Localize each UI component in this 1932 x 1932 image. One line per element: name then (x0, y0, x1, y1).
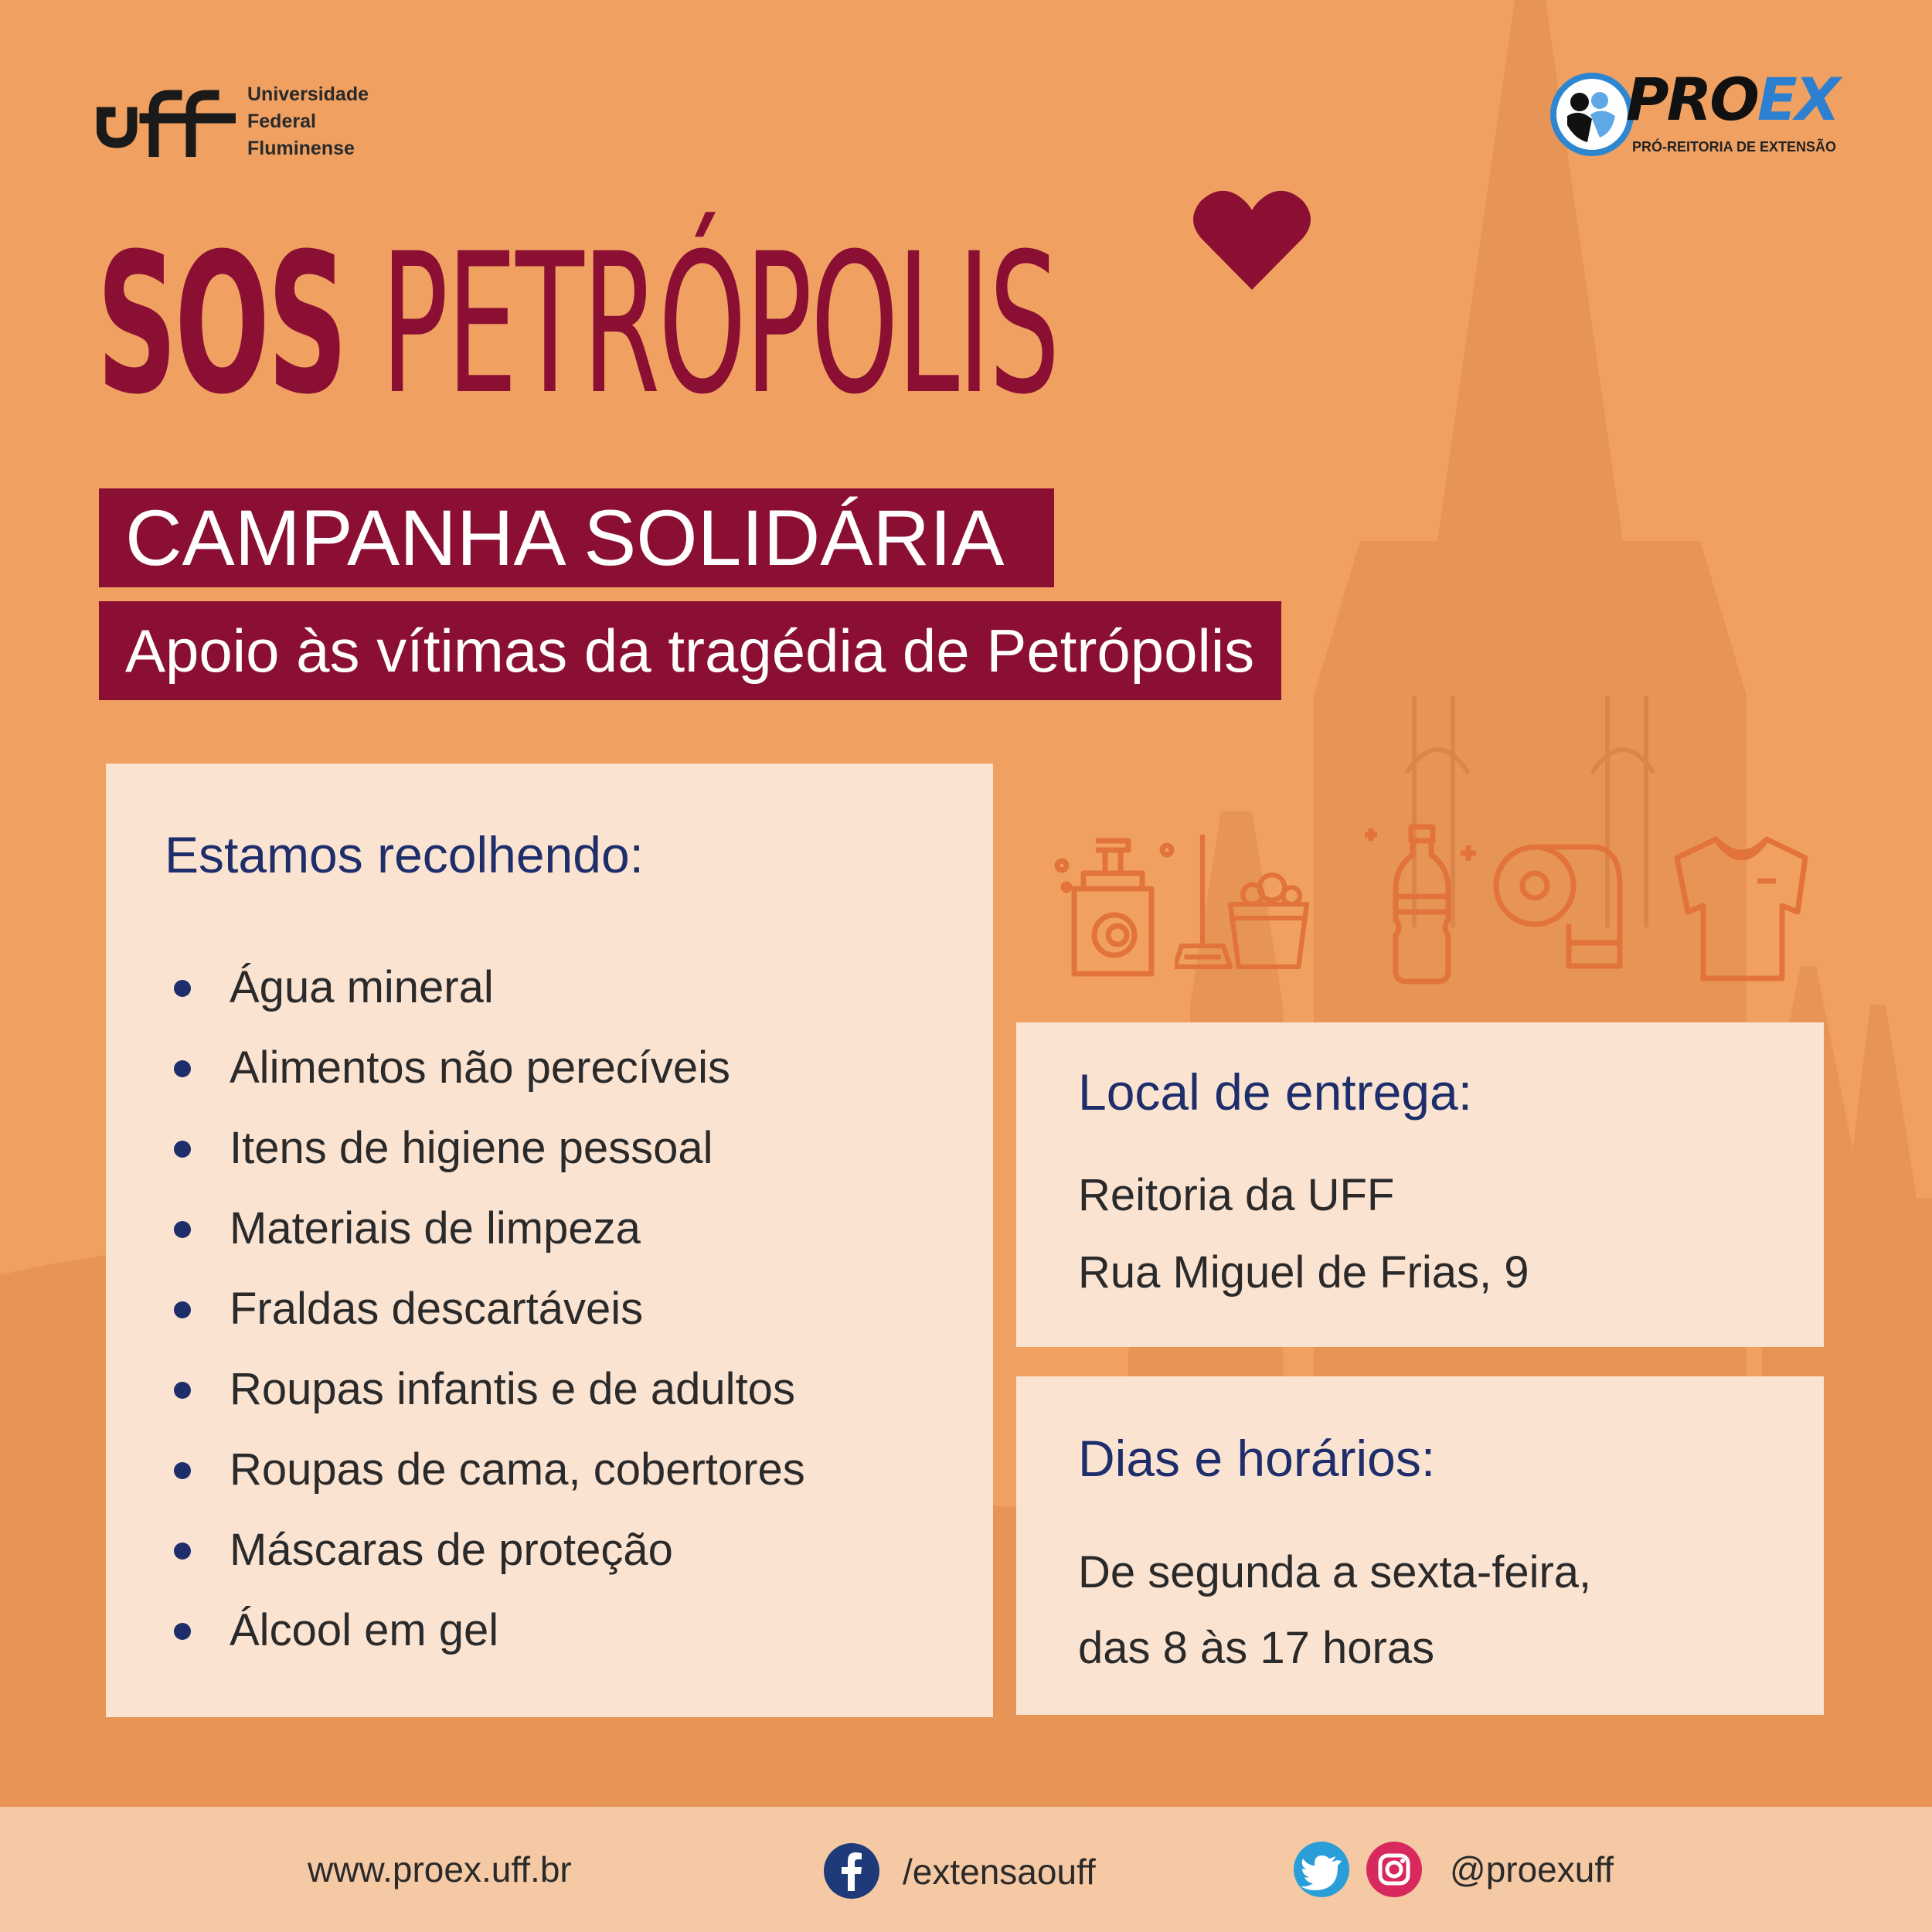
bullet-icon (174, 980, 191, 997)
delivery-address: Rua Miguel de Frias, 9 (1078, 1247, 1529, 1298)
uff-mark-icon (97, 87, 236, 157)
list-item-label: Materiais de limpeza (230, 1203, 641, 1253)
list-item-label: Máscaras de proteção (230, 1525, 673, 1575)
instagram-icon[interactable] (1366, 1842, 1422, 1897)
shirt-icon (1669, 819, 1808, 989)
social-handle[interactable]: @proexuff (1450, 1849, 1614, 1889)
proex-word-pro: PRO (1626, 65, 1757, 134)
facebook-handle[interactable]: /extensaouff (903, 1852, 1096, 1892)
bullet-icon (174, 1301, 191, 1318)
list-item-label: Roupas infantis e de adultos (230, 1364, 795, 1414)
schedule-heading: Dias e horários: (1078, 1430, 1436, 1487)
cleaning-bucket-icon (1175, 819, 1314, 989)
subtitle-banner: Apoio às vítimas da tragédia de Petrópolis (99, 601, 1281, 700)
bullet-icon (174, 1060, 191, 1077)
uff-logo (97, 81, 406, 166)
list-item-label: Itens de higiene pessoal (230, 1123, 713, 1173)
bullet-icon (174, 1462, 191, 1479)
list-item-label: Roupas de cama, cobertores (230, 1444, 805, 1495)
list-item (168, 1269, 805, 1349)
uff-name-line: Universidade (247, 83, 369, 105)
campaign-banner: CAMPANHA SOLIDÁRIA (99, 488, 1054, 587)
list-item-label: Fraldas descartáveis (230, 1284, 644, 1334)
proex-logo (1546, 65, 1847, 168)
page-title (97, 212, 1059, 437)
heart-icon (1190, 185, 1314, 294)
list-item-label: Água mineral (230, 962, 494, 1012)
schedule-panel (1016, 1376, 1824, 1715)
list-item (168, 947, 805, 1028)
list-item (168, 1028, 805, 1108)
soap-dispenser-icon (1043, 819, 1182, 989)
list-item (168, 1349, 805, 1430)
collection-panel (106, 764, 993, 1717)
uff-name (247, 81, 369, 162)
facebook-icon[interactable] (824, 1843, 879, 1899)
proex-wordmark (1626, 65, 1838, 134)
list-item (168, 1590, 805, 1671)
donation-icons (1028, 819, 1824, 989)
bullet-icon (174, 1543, 191, 1560)
bullet-icon (174, 1623, 191, 1640)
bullet-icon (174, 1382, 191, 1399)
uff-name-line: Federal (247, 111, 316, 132)
title-city: PETRÓPOLIS (380, 212, 1059, 437)
collection-heading: Estamos recolhendo: (165, 826, 645, 883)
list-item-label: Álcool em gel (230, 1605, 499, 1655)
uff-name-line: Fluminense (247, 138, 355, 159)
proex-subtitle: PRÓ-REITORIA DE EXTENSÃO (1632, 139, 1837, 155)
delivery-heading: Local de entrega: (1078, 1063, 1473, 1121)
delivery-panel (1016, 1022, 1824, 1347)
list-item (168, 1510, 805, 1590)
bullet-icon (174, 1141, 191, 1158)
list-item-label: Alimentos não perecíveis (230, 1043, 730, 1093)
schedule-hours: das 8 às 17 horas (1078, 1623, 1435, 1673)
proex-emblem-icon (1550, 73, 1634, 156)
collection-list (168, 947, 805, 1671)
water-bottle-icon (1352, 819, 1492, 989)
toilet-paper-icon (1492, 819, 1631, 989)
delivery-place: Reitoria da UFF (1078, 1170, 1395, 1220)
list-item (168, 1430, 805, 1510)
list-item (168, 1189, 805, 1269)
schedule-days: De segunda a sexta-feira, (1078, 1547, 1592, 1597)
twitter-icon[interactable] (1294, 1842, 1349, 1897)
title-sos: SOS (97, 212, 345, 437)
proex-word-ex: EX (1757, 65, 1838, 134)
bullet-icon (174, 1221, 191, 1238)
website-link[interactable]: www.proex.uff.br (308, 1849, 572, 1889)
list-item (168, 1108, 805, 1189)
